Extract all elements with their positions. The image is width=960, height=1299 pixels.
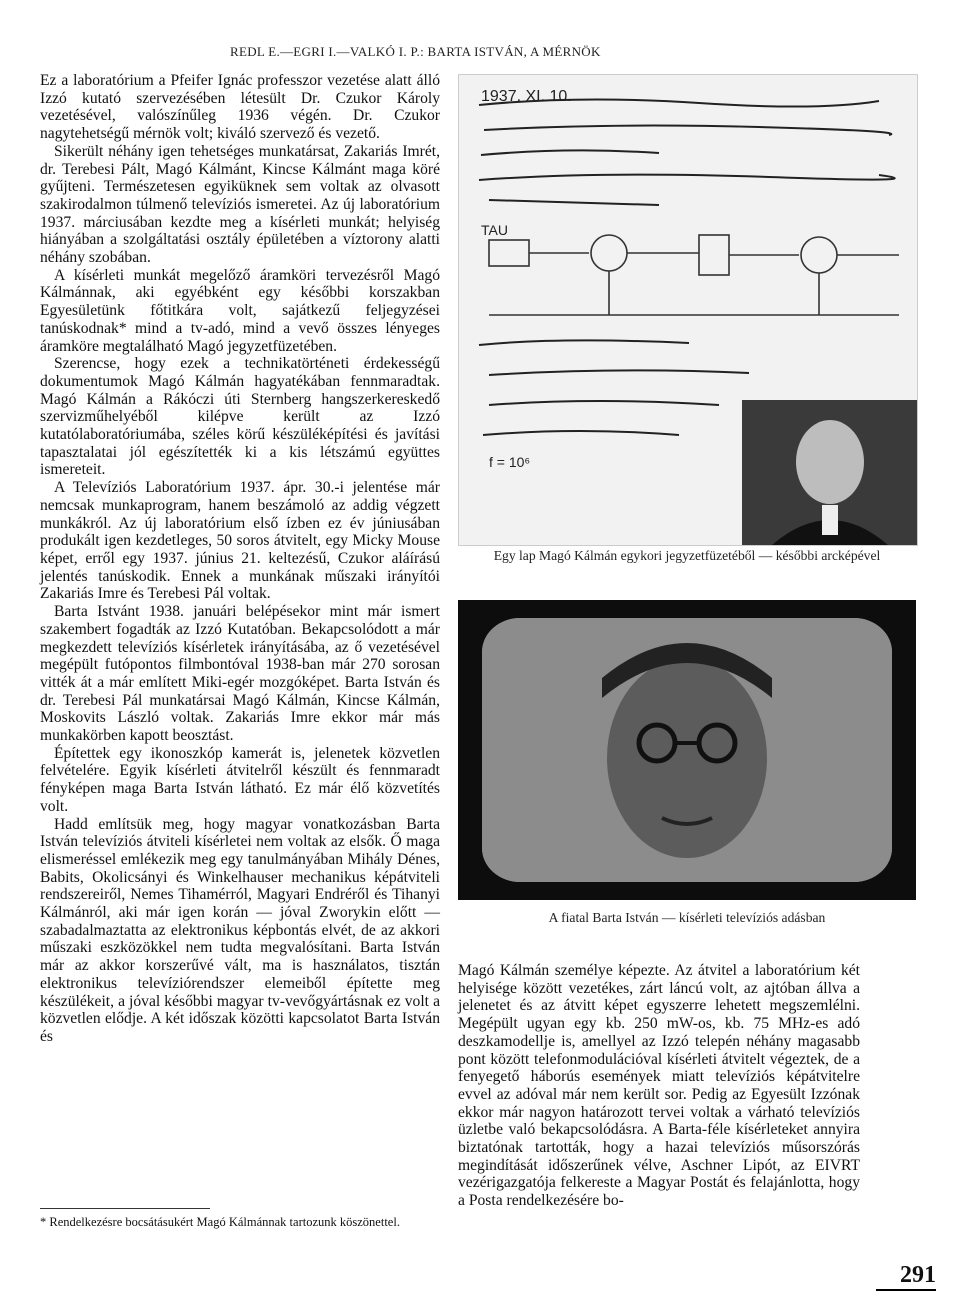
paragraph-3: A kísérleti munkát megelőző áramköri tervezésről Magó Kálmánnak, aki egyébként egy későbbi korszakban Egyesületünk főtitkára volt, sajátkezű feljegyzései tanúskodnak* mind a tv-adó, mind a vevő összes lényeges áramköre megtalálható Magó jegyzetfüzetében. [40, 266, 440, 355]
footnote-rule [40, 1208, 210, 1209]
figure-1-caption: Egy lap Magó Kálmán egykori jegyzetfüzetéből — későbbi arcképével [493, 548, 881, 563]
page-number: 291 [876, 1262, 936, 1291]
portrait-photo [742, 400, 917, 545]
notebook-page-photo [458, 74, 918, 546]
footnote: * Rendelkezésre bocsátásukért Magó Kálmánnak tartozunk köszönettel. [40, 1215, 400, 1229]
paragraph-8: Hadd említsük meg, hogy magyar vonatkozásban Barta István televíziós átviteli kísérletei nem voltak az elsők. Ő maga elismeréssel emlékezik meg egy tanulmányában Mihály Dénes, Babits, Okolicsányi és Winkelhauser mechanikus képátviteli rendszereiről, Nemes Tihamérról, Magyari Endréről és Tihanyi Kálmánról, aki már igen korán — jóval Zworykin előtt — szabadalmaztatta az elektronikus képbontás elvét, de az akkori műszaki eszközökkel nem tudta megvalósítani. Barta István már az akkor korszerűvé vált, ma is használatos, tisztán elektronikus televíziórendszer elemeiből építette meg készülékeit, a jóval későbbi magyar tv-vevőgyártásnak ez volt a közvetlen elődje. A két időszak közötti kapcsolatot Barta István és [40, 815, 440, 1045]
paragraph-7: Építettek egy ikonoszkóp kamerát is, jelenetek közvetlen felvételére. Egyik kísérleti átvitelről készült és fennmaradt fényképen maga Barta István látható. Ez már élő közvetítés volt. [40, 744, 440, 815]
right-column [458, 962, 860, 1210]
notebook-date: 1937. XI. 10. [481, 88, 572, 105]
left-column [40, 72, 440, 1046]
figure-2-caption: A fiatal Barta István — kísérleti televíziós adásban [548, 910, 826, 925]
paragraph-5: A Televíziós Laboratórium 1937. ápr. 30.-i jelentése már nemcsak munkaprogram, hanem beszámoló az addig végzett munkákról. Az új laboratórium első ízben ez év júniusában produkált igen kezdetleges, 50 soros átvitelt, egy Micky Mouse képet, erről egy 1937. június 21. keltezésű, Czukor aláírású jelentés tanúskodik. Ennek a munkának műszaki irányítói Zakariás Imre és Terebesi Pál voltak. [40, 479, 440, 603]
notebook-label: TAU [481, 222, 508, 238]
paragraph-4: Szerencse, hogy ezek a technikatörténeti érdekességű dokumentumok Magó Kálmán hagyatékában fennmaradtak. Magó Kálmán a Rákóczi úti Sternberg hangszerkereskedő szervizműhelyéből kilépve került az Izzó kutatólaboratóriumába, széles körű készüléképítési és javítási tapasztalatai jól egészítették ki a kis létszámú együttes ismereteit. [40, 355, 440, 479]
tv-broadcast-photo [458, 600, 916, 900]
paragraph-6: Barta Istvánt 1938. januári belépésekor mint már ismert szakembert fogadták az Izzó Kutatóban. Bekapcsolódott a már megkezdett televíziós kísérletek irányításába, az ő vezetésével megépült futópontos filmbontóval 1938-ban már 270 sorosan vitték át a már említett Miki-egér mozgóképet. Barta István és dr. Terebesi Pál munkatársai Magó Kálmán, Kincse Kálmán, Moskovits László voltak. Zakariás Imre ekkor már más munkakörben kapott beosztást. [40, 603, 440, 745]
right-paragraph: Magó Kálmán személye képezte. Az átvitel a laboratórium két helyisége között vezetékes, zárt láncú volt, az ajtóban állva a jelenetet és az átvitt képet egyszerre lehetett megszemlélni. Megépült ugyan egy kb. 250 mW-os, kb. 75 MHz-es adó deszkamodellje is, amellyel az Izzó telepén néhány magasabb pont között telefonmodulációval kísérleti átvitelt végeztek, de a fenyegető háborús események miatt televíziós képátvitelre evvel az adóval már nem került sor. Pedig az Egyesült Izzónak ekkor már nagyon határozott tervei voltak a várható televíziós üzletbe való bekapcsolódásra. A Barta-féle kísérleteket annyira biztatónak tartották, hogy a hazai televíziós műsorszórás megindítását időszerűnek vélve, Aschner Lipót, az EIVRT vezérigazgatója felkereste a Magyar Postát és felajánlotta, hogy a Posta rendelkezésére bo- [458, 962, 860, 1210]
running-head: REDL E.—EGRI I.—VALKÓ I. P.: BARTA ISTVÁN, A MÉRNÖK [230, 44, 601, 59]
paragraph-2: Sikerült néhány igen tehetséges munkatársat, Zakariás Imrét, dr. Terebesi Pált, Magó Kálmánt, Kincse Kálmánt maga köré gyűjteni. Természetesen egyiküknek sem voltak az olvasott szakirodalmon túlmenő televíziós ismeretei. Az új laboratórium 1937. márciusában kezdte meg a kísérleti munkát; helyiség hiányában a szolgáltatási osztály épületében a víztorony alatti néhány szobában. [40, 142, 440, 267]
notebook-formula: f = 10⁶ [489, 454, 531, 470]
paragraph-1: Ez a laboratórium a Pfeifer Ignác professzor vezetése alatt álló Izzó kutató szervezésében létesült Dr. Czukor Károly vezetésével, valószínűleg 1936 végén. Dr. Czukor nagytehetségű mérnök volt; kiváló szervező és vezető. [40, 72, 440, 143]
tv-screen [482, 618, 892, 882]
